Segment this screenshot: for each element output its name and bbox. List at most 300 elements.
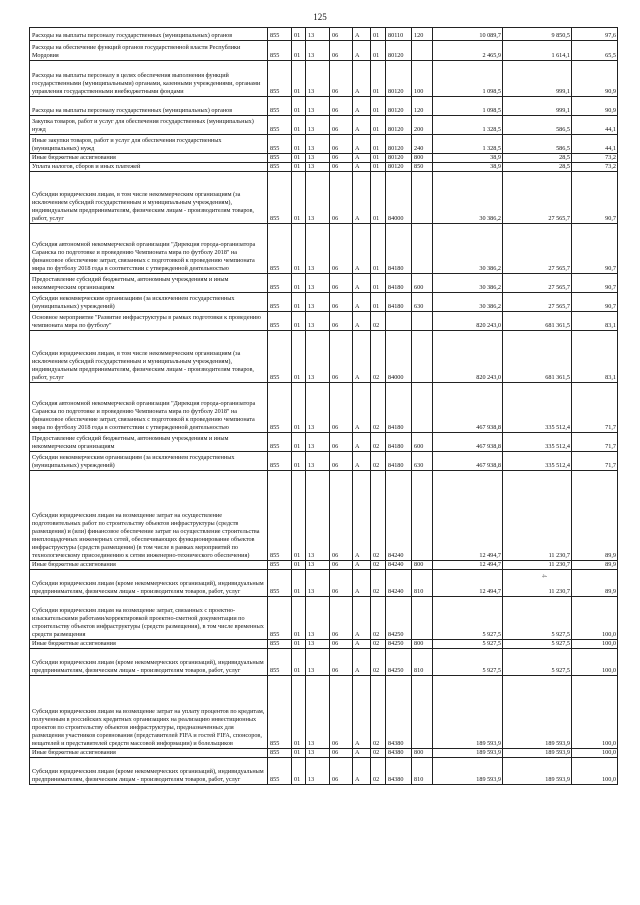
percent-cell: 83,1	[572, 312, 618, 331]
fact-amount-cell: 586,5	[503, 135, 572, 154]
subprogram-code-cell: А	[353, 471, 371, 561]
row-name-cell: Субсидия автономной некоммерческой организации "Дирекция города-организатора Саранска по подготовке и проведению Чемпионата мира по футболу 2018" на финансовое обеспечение затрат, связанных с подготовкой к проведению чемпионата мира по футболу 2018 года в соответствии с утвержденной деятельностью	[30, 383, 268, 433]
section-code-cell: 01	[292, 116, 306, 135]
expense-type-cell: 100	[412, 61, 433, 97]
direction-code-cell: 84180	[386, 383, 412, 433]
subsection-code-cell: 13	[306, 28, 330, 41]
expense-type-cell: 200	[412, 116, 433, 135]
expense-type-cell: 800	[412, 640, 433, 649]
budget-table	[29, 27, 618, 785]
program-code-cell: 06	[330, 758, 353, 785]
section-code-cell: 01	[292, 471, 306, 561]
main-event-code-cell: 01	[371, 163, 386, 172]
fact-amount-cell: 189 593,9	[503, 749, 572, 758]
percent-cell: 100,0	[572, 649, 618, 676]
subprogram-code-cell: А	[353, 224, 371, 274]
subprogram-code-cell: А	[353, 758, 371, 785]
plan-amount-cell: 1 098,5	[433, 61, 503, 97]
table-row	[30, 561, 618, 570]
section-code-cell: 01	[292, 452, 306, 471]
direction-code-cell: 84180	[386, 274, 412, 293]
main-event-code-cell: 02	[371, 383, 386, 433]
fact-amount-cell: 189 593,9	[503, 676, 572, 749]
direction-code-cell: 80120	[386, 41, 412, 61]
main-event-code-cell: 01	[371, 293, 386, 312]
expense-type-cell	[412, 172, 433, 224]
main-event-code-cell: 02	[371, 749, 386, 758]
section-code-cell: 01	[292, 28, 306, 41]
subsection-code-cell: 13	[306, 61, 330, 97]
main-event-code-cell: 02	[371, 649, 386, 676]
subsection-code-cell: 13	[306, 758, 330, 785]
fact-amount-cell: 335 512,4	[503, 433, 572, 452]
section-code-cell: 01	[292, 154, 306, 163]
subprogram-code-cell: А	[353, 274, 371, 293]
percent-cell: 97,6	[572, 28, 618, 41]
section-code-cell: 01	[292, 383, 306, 433]
plan-amount-cell: 12 494,7	[433, 570, 503, 597]
program-code-cell: 06	[330, 471, 353, 561]
section-code-cell: 01	[292, 331, 306, 383]
plan-amount-cell: 189 593,9	[433, 676, 503, 749]
direction-code-cell: 80120	[386, 154, 412, 163]
subprogram-code-cell: А	[353, 312, 371, 331]
fact-amount-cell: 5 927,5	[503, 649, 572, 676]
program-code-cell: 06	[330, 154, 353, 163]
table-row	[30, 41, 618, 61]
table-row	[30, 61, 618, 97]
subsection-code-cell: 13	[306, 293, 330, 312]
admin-code-cell: 855	[268, 61, 292, 97]
fact-amount-cell: 335 512,4	[503, 452, 572, 471]
program-code-cell: 06	[330, 274, 353, 293]
admin-code-cell: 855	[268, 163, 292, 172]
program-code-cell: 06	[330, 433, 353, 452]
fact-amount-cell: 28,5	[503, 163, 572, 172]
plan-amount-cell: 820 243,0	[433, 312, 503, 331]
expense-type-cell	[412, 383, 433, 433]
row-name-cell: Предоставление субсидий бюджетным, автономным учреждениям и иным некоммерческим организациям	[30, 433, 268, 452]
subprogram-code-cell: А	[353, 154, 371, 163]
plan-amount-cell: 820 243,0	[433, 331, 503, 383]
row-name-cell: Уплата налогов, сборов и иных платежей	[30, 163, 268, 172]
fact-amount-cell: 11 230,7	[503, 471, 572, 561]
fact-amount-cell: 5 927,5	[503, 640, 572, 649]
budget-table-body	[30, 28, 618, 785]
admin-code-cell: 855	[268, 97, 292, 116]
direction-code-cell: 84250	[386, 640, 412, 649]
row-name-cell: Субсидии юридическим лицам на возмещение затрат на осуществление подготовительных работ по строительству объектов инфраструктуры (средств размещения) и (или) финансовое обеспечение затрат на осуществление строительства внеплощадочных инженерных сетей, обеспечивающих функционирование объектов инфраструктуры (средств размещения) (в том числе в рамках мероприятий по технологическому присоединению к сетям инженерно-технического обеспечения)	[30, 471, 268, 561]
fact-amount-cell: 28,5	[503, 154, 572, 163]
direction-code-cell: 84000	[386, 331, 412, 383]
program-code-cell: 06	[330, 116, 353, 135]
admin-code-cell: 855	[268, 676, 292, 749]
program-code-cell: 06	[330, 172, 353, 224]
direction-code-cell: 84250	[386, 649, 412, 676]
section-code-cell: 01	[292, 274, 306, 293]
direction-code-cell: 84380	[386, 749, 412, 758]
percent-cell: 90,9	[572, 61, 618, 97]
row-name-cell: Субсидии юридическим лицам на возмещение затрат, связанных с проектно-изыскательскими работами/корректировкой проектно-сметной документации по строительству объектов инфраструктуры (средств размещения), в том числе временных средств размещения	[30, 597, 268, 640]
section-code-cell: 01	[292, 758, 306, 785]
admin-code-cell: 855	[268, 172, 292, 224]
section-code-cell: 01	[292, 640, 306, 649]
subprogram-code-cell: А	[353, 570, 371, 597]
admin-code-cell: 855	[268, 433, 292, 452]
plan-amount-cell: 30 386,2	[433, 172, 503, 224]
plan-amount-cell: 467 938,8	[433, 452, 503, 471]
row-name-cell: Иные бюджетные ассигнования	[30, 154, 268, 163]
subsection-code-cell: 13	[306, 383, 330, 433]
fact-amount-cell: 5 927,5	[503, 597, 572, 640]
main-event-code-cell: 02	[371, 570, 386, 597]
subprogram-code-cell: А	[353, 97, 371, 116]
fact-amount-cell: 681 361,5	[503, 331, 572, 383]
admin-code-cell: 855	[268, 293, 292, 312]
fact-amount-cell: 27 565,7	[503, 274, 572, 293]
subsection-code-cell: 13	[306, 274, 330, 293]
fact-amount-cell: 189 593,9	[503, 758, 572, 785]
admin-code-cell: 855	[268, 640, 292, 649]
expense-type-cell	[412, 676, 433, 749]
percent-cell: 90,7	[572, 224, 618, 274]
section-code-cell: 01	[292, 293, 306, 312]
program-code-cell: 06	[330, 749, 353, 758]
subprogram-code-cell: А	[353, 293, 371, 312]
table-row	[30, 224, 618, 274]
subsection-code-cell: 13	[306, 640, 330, 649]
percent-cell: 90,7	[572, 293, 618, 312]
subsection-code-cell: 13	[306, 97, 330, 116]
direction-code-cell	[386, 312, 412, 331]
subsection-code-cell: 13	[306, 561, 330, 570]
admin-code-cell: 855	[268, 383, 292, 433]
margin-mark: 4	[539, 574, 548, 578]
percent-cell: 73,2	[572, 154, 618, 163]
program-code-cell: 06	[330, 676, 353, 749]
percent-cell: 90,9	[572, 97, 618, 116]
table-row	[30, 28, 618, 41]
admin-code-cell: 855	[268, 570, 292, 597]
direction-code-cell: 84250	[386, 597, 412, 640]
plan-amount-cell: 12 494,7	[433, 561, 503, 570]
direction-code-cell: 84180	[386, 433, 412, 452]
fact-amount-cell: 27 565,7	[503, 224, 572, 274]
fact-amount-cell: 27 565,7	[503, 293, 572, 312]
section-code-cell: 01	[292, 224, 306, 274]
subprogram-code-cell: А	[353, 597, 371, 640]
subprogram-code-cell: А	[353, 61, 371, 97]
admin-code-cell: 855	[268, 452, 292, 471]
subsection-code-cell: 13	[306, 597, 330, 640]
main-event-code-cell: 01	[371, 61, 386, 97]
subprogram-code-cell: А	[353, 331, 371, 383]
expense-type-cell	[412, 471, 433, 561]
page-number: 125	[313, 12, 327, 22]
main-event-code-cell: 01	[371, 274, 386, 293]
table-row	[30, 331, 618, 383]
main-event-code-cell: 01	[371, 224, 386, 274]
direction-code-cell: 80120	[386, 61, 412, 97]
row-name-cell: Субсидии юридическим лицам, в том числе некоммерческим организациям (за исключением субсидий государственным и муниципальным учреждениям), индивидуальным предпринимателям, физическим лицам - производителям товаров, работ, услуг	[30, 331, 268, 383]
plan-amount-cell: 38,9	[433, 154, 503, 163]
admin-code-cell: 855	[268, 561, 292, 570]
direction-code-cell: 84240	[386, 570, 412, 597]
table-row	[30, 97, 618, 116]
admin-code-cell: 855	[268, 154, 292, 163]
plan-amount-cell: 12 494,7	[433, 471, 503, 561]
section-code-cell: 01	[292, 561, 306, 570]
row-name-cell: Субсидии юридическим лицам (кроме некоммерческих организаций), индивидуальным предпринимателям, физическим лицам - производителям товаров, работ, услуг	[30, 570, 268, 597]
row-name-cell: Иные бюджетные ассигнования	[30, 561, 268, 570]
section-code-cell: 01	[292, 749, 306, 758]
expense-type-cell: 800	[412, 749, 433, 758]
direction-code-cell: 84000	[386, 172, 412, 224]
subsection-code-cell: 13	[306, 312, 330, 331]
subprogram-code-cell: А	[353, 649, 371, 676]
expense-type-cell: 630	[412, 452, 433, 471]
subsection-code-cell: 13	[306, 649, 330, 676]
program-code-cell: 06	[330, 649, 353, 676]
plan-amount-cell: 1 328,5	[433, 116, 503, 135]
section-code-cell: 01	[292, 41, 306, 61]
table-row	[30, 452, 618, 471]
section-code-cell: 01	[292, 433, 306, 452]
row-name-cell: Расходы на выплаты персоналу в целях обеспечения выполнения функций государственными (муниципальными) органами, казенными учреждениями, органами управления государственными внебюджетными фондами	[30, 61, 268, 97]
program-code-cell: 06	[330, 561, 353, 570]
admin-code-cell: 855	[268, 331, 292, 383]
program-code-cell: 06	[330, 163, 353, 172]
row-name-cell: Субсидии некоммерческим организациям (за исключением государственных (муниципальных) учреждений)	[30, 293, 268, 312]
expense-type-cell: 600	[412, 274, 433, 293]
admin-code-cell: 855	[268, 274, 292, 293]
row-name-cell: Субсидии юридическим лицам (кроме некоммерческих организаций), индивидуальным предпринимателям, физическим лицам - производителям товаров, работ, услуг	[30, 758, 268, 785]
expense-type-cell	[412, 597, 433, 640]
expense-type-cell: 630	[412, 293, 433, 312]
main-event-code-cell: 02	[371, 597, 386, 640]
main-event-code-cell: 01	[371, 28, 386, 41]
row-name-cell: Субсидии юридическим лицам, в том числе некоммерческим организациям (за исключением субсидий государственным и муниципальным учреждениям), индивидуальным предпринимателям, физическим лицам - производителям товаров, работ, услуг	[30, 172, 268, 224]
subsection-code-cell: 13	[306, 172, 330, 224]
section-code-cell: 01	[292, 172, 306, 224]
main-event-code-cell: 02	[371, 312, 386, 331]
plan-amount-cell: 5 927,5	[433, 597, 503, 640]
subsection-code-cell: 13	[306, 676, 330, 749]
admin-code-cell: 855	[268, 758, 292, 785]
fact-amount-cell: 11 230,7	[503, 570, 572, 597]
table-row	[30, 433, 618, 452]
plan-amount-cell: 10 089,7	[433, 28, 503, 41]
admin-code-cell: 855	[268, 649, 292, 676]
section-code-cell: 01	[292, 312, 306, 331]
expense-type-cell: 810	[412, 758, 433, 785]
table-row	[30, 570, 618, 597]
main-event-code-cell: 02	[371, 433, 386, 452]
subsection-code-cell: 13	[306, 154, 330, 163]
subsection-code-cell: 13	[306, 749, 330, 758]
table-row	[30, 172, 618, 224]
percent-cell: 100,0	[572, 749, 618, 758]
section-code-cell: 01	[292, 163, 306, 172]
table-row	[30, 471, 618, 561]
expense-type-cell	[412, 41, 433, 61]
direction-code-cell: 80120	[386, 116, 412, 135]
expense-type-cell: 800	[412, 154, 433, 163]
main-event-code-cell: 02	[371, 640, 386, 649]
row-name-cell: Субсидия автономной некоммерческой организации "Дирекция города-организатора Саранска по подготовке и проведению Чемпионата мира по футболу 2018" на финансовое обеспечение затрат, связанных с подготовкой к проведению чемпионата мира по футболу 2018 года в соответствии с утвержденной деятельностью	[30, 224, 268, 274]
plan-amount-cell: 189 593,9	[433, 749, 503, 758]
table-row	[30, 163, 618, 172]
program-code-cell: 06	[330, 331, 353, 383]
direction-code-cell: 80120	[386, 97, 412, 116]
subsection-code-cell: 13	[306, 163, 330, 172]
admin-code-cell: 855	[268, 135, 292, 154]
main-event-code-cell: 02	[371, 331, 386, 383]
program-code-cell: 06	[330, 640, 353, 649]
percent-cell: 100,0	[572, 676, 618, 749]
table-row	[30, 154, 618, 163]
main-event-code-cell: 02	[371, 676, 386, 749]
percent-cell: 90,7	[572, 172, 618, 224]
table-row	[30, 749, 618, 758]
subsection-code-cell: 13	[306, 433, 330, 452]
row-name-cell: Иные бюджетные ассигнования	[30, 749, 268, 758]
direction-code-cell: 84240	[386, 471, 412, 561]
admin-code-cell: 855	[268, 749, 292, 758]
direction-code-cell: 80120	[386, 135, 412, 154]
admin-code-cell: 855	[268, 471, 292, 561]
subsection-code-cell: 13	[306, 471, 330, 561]
percent-cell: 83,1	[572, 331, 618, 383]
section-code-cell: 01	[292, 676, 306, 749]
table-row	[30, 597, 618, 640]
direction-code-cell: 84180	[386, 224, 412, 274]
table-row	[30, 274, 618, 293]
main-event-code-cell: 01	[371, 116, 386, 135]
expense-type-cell	[412, 224, 433, 274]
program-code-cell: 06	[330, 28, 353, 41]
row-name-cell: Расходы на выплаты персоналу государственных (муниципальных) органов	[30, 97, 268, 116]
table-row	[30, 676, 618, 749]
expense-type-cell: 810	[412, 649, 433, 676]
table-row	[30, 293, 618, 312]
expense-type-cell: 120	[412, 28, 433, 41]
subprogram-code-cell: А	[353, 163, 371, 172]
table-row	[30, 312, 618, 331]
row-name-cell: Предоставление субсидий бюджетным, автономным учреждениям и иным некоммерческим организациям	[30, 274, 268, 293]
program-code-cell: 06	[330, 312, 353, 331]
main-event-code-cell: 01	[371, 154, 386, 163]
main-event-code-cell: 02	[371, 471, 386, 561]
table-row	[30, 116, 618, 135]
fact-amount-cell: 11 230,7	[503, 561, 572, 570]
subsection-code-cell: 13	[306, 331, 330, 383]
subprogram-code-cell: А	[353, 383, 371, 433]
section-code-cell: 01	[292, 649, 306, 676]
row-name-cell: Расходы на выплаты персоналу государственных (муниципальных) органов	[30, 28, 268, 41]
section-code-cell: 01	[292, 97, 306, 116]
fact-amount-cell: 9 850,5	[503, 28, 572, 41]
fact-amount-cell: 999,1	[503, 97, 572, 116]
percent-cell: 100,0	[572, 597, 618, 640]
plan-amount-cell: 30 386,2	[433, 224, 503, 274]
direction-code-cell: 80110	[386, 28, 412, 41]
program-code-cell: 06	[330, 597, 353, 640]
subprogram-code-cell: А	[353, 41, 371, 61]
main-event-code-cell: 01	[371, 97, 386, 116]
subsection-code-cell: 13	[306, 41, 330, 61]
expense-type-cell: 850	[412, 163, 433, 172]
expense-type-cell: 810	[412, 570, 433, 597]
subprogram-code-cell: А	[353, 116, 371, 135]
table-row	[30, 383, 618, 433]
subprogram-code-cell: А	[353, 676, 371, 749]
section-code-cell: 01	[292, 61, 306, 97]
subprogram-code-cell: А	[353, 28, 371, 41]
percent-cell: 44,1	[572, 135, 618, 154]
direction-code-cell: 80120	[386, 163, 412, 172]
admin-code-cell: 855	[268, 41, 292, 61]
direction-code-cell: 84380	[386, 676, 412, 749]
section-code-cell: 01	[292, 570, 306, 597]
table-row	[30, 135, 618, 154]
subprogram-code-cell: А	[353, 749, 371, 758]
percent-cell: 44,1	[572, 116, 618, 135]
plan-amount-cell: 30 386,2	[433, 293, 503, 312]
direction-code-cell: 84380	[386, 758, 412, 785]
subsection-code-cell: 13	[306, 116, 330, 135]
subprogram-code-cell: А	[353, 172, 371, 224]
plan-amount-cell: 5 927,5	[433, 640, 503, 649]
subsection-code-cell: 13	[306, 452, 330, 471]
percent-cell: 71,7	[572, 383, 618, 433]
table-row	[30, 649, 618, 676]
admin-code-cell: 855	[268, 597, 292, 640]
fact-amount-cell: 335 512,4	[503, 383, 572, 433]
direction-code-cell: 84240	[386, 561, 412, 570]
program-code-cell: 06	[330, 452, 353, 471]
program-code-cell: 06	[330, 383, 353, 433]
fact-amount-cell: 681 361,5	[503, 312, 572, 331]
admin-code-cell: 855	[268, 312, 292, 331]
plan-amount-cell: 30 386,2	[433, 274, 503, 293]
direction-code-cell: 84180	[386, 452, 412, 471]
plan-amount-cell: 38,9	[433, 163, 503, 172]
program-code-cell: 06	[330, 224, 353, 274]
program-code-cell: 06	[330, 41, 353, 61]
subprogram-code-cell: А	[353, 561, 371, 570]
percent-cell: 89,9	[572, 570, 618, 597]
row-name-cell: Иные закупки товаров, работ и услуг для обеспечения государственных (муниципальных) нужд	[30, 135, 268, 154]
subsection-code-cell: 13	[306, 224, 330, 274]
main-event-code-cell: 01	[371, 41, 386, 61]
percent-cell: 71,7	[572, 433, 618, 452]
row-name-cell: Субсидии некоммерческим организациям (за исключением государственных (муниципальных) учреждений)	[30, 452, 268, 471]
subsection-code-cell: 13	[306, 135, 330, 154]
expense-type-cell: 800	[412, 561, 433, 570]
fact-amount-cell: 999,1	[503, 61, 572, 97]
plan-amount-cell: 467 938,8	[433, 383, 503, 433]
percent-cell: 73,2	[572, 163, 618, 172]
admin-code-cell: 855	[268, 224, 292, 274]
percent-cell: 100,0	[572, 758, 618, 785]
program-code-cell: 06	[330, 97, 353, 116]
direction-code-cell: 84180	[386, 293, 412, 312]
percent-cell: 100,0	[572, 640, 618, 649]
program-code-cell: 06	[330, 135, 353, 154]
plan-amount-cell: 2 465,9	[433, 41, 503, 61]
expense-type-cell: 120	[412, 97, 433, 116]
